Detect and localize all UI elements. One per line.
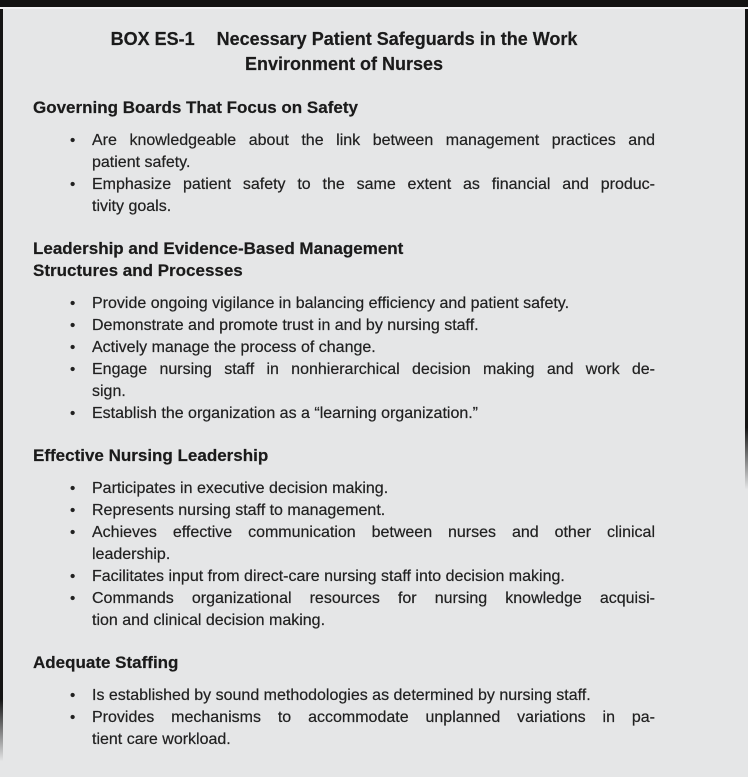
bullet-line: tion and clinical decision making. xyxy=(92,612,326,629)
bullet-list xyxy=(33,478,655,632)
bullet-marker-icon: • xyxy=(70,132,76,149)
bullet-line: Is established by sound methodologies as determined by nursing staff. xyxy=(92,687,591,704)
bullet-text xyxy=(92,130,655,174)
bullet-item xyxy=(33,707,655,751)
bullet-text xyxy=(92,337,655,359)
box-title xyxy=(33,27,655,77)
bullet-text xyxy=(92,566,655,588)
bullet-item xyxy=(33,174,655,218)
bullet-line: Provides mechanisms to accommodate unplanned variations in pa- xyxy=(92,709,655,726)
bullet-text xyxy=(92,500,655,522)
bullet-text xyxy=(92,588,655,632)
section-heading xyxy=(33,652,655,674)
bullet-text xyxy=(92,707,655,751)
section-heading-line: Structures and Processes xyxy=(33,261,243,280)
bullet-item xyxy=(33,685,655,707)
bullet-marker-icon: • xyxy=(70,568,76,585)
bullet-line: Engage nursing staff in nonhierarchical decision making and work de- xyxy=(92,361,655,378)
bullet-text xyxy=(92,359,655,403)
bullet-text xyxy=(92,403,655,425)
bullet-text xyxy=(92,174,655,218)
box-title-line2: Environment of Nurses xyxy=(244,54,444,74)
section-governing-boards xyxy=(33,97,655,218)
bullet-line: tient care workload. xyxy=(92,731,231,748)
section-heading-line: Adequate Staffing xyxy=(33,653,179,672)
bullet-line: Are knowledgeable about the link between management practices and xyxy=(92,132,655,149)
section-adequate-staffing xyxy=(33,652,655,751)
bullet-line: leadership. xyxy=(92,546,171,563)
bullet-marker-icon: • xyxy=(70,317,76,334)
bullet-line: Actively manage the process of change. xyxy=(92,339,376,356)
bullet-item xyxy=(33,130,655,174)
bullet-item xyxy=(33,315,655,337)
bullet-line: Facilitates input from direct-care nursing staff into decision making. xyxy=(92,568,565,585)
bullet-text xyxy=(92,522,655,566)
bullet-item xyxy=(33,478,655,500)
scan-left-edge xyxy=(0,0,3,777)
section-leadership-management xyxy=(33,238,655,425)
bullet-item xyxy=(33,337,655,359)
bullet-list xyxy=(33,685,655,751)
bullet-text xyxy=(92,478,655,500)
section-heading-line: Governing Boards That Focus on Safety xyxy=(33,98,358,117)
bullet-item xyxy=(33,359,655,403)
bullet-marker-icon: • xyxy=(70,709,76,726)
section-heading-line: Effective Nursing Leadership xyxy=(33,446,269,465)
bullet-line: Establish the organization as a “learning organization.” xyxy=(92,405,479,422)
section-heading xyxy=(33,97,655,119)
bullet-line: Provide ongoing vigilance in balancing efficiency and patient safety. xyxy=(92,295,570,312)
bullet-marker-icon: • xyxy=(70,480,76,497)
box-title-line1 xyxy=(33,27,655,52)
bullet-line: Commands organizational resources for nursing knowledge acquisi- xyxy=(92,590,655,607)
bullet-marker-icon: • xyxy=(70,502,76,519)
box-label: BOX ES-1 xyxy=(110,29,195,49)
section-nursing-leadership xyxy=(33,445,655,632)
bullet-line: patient safety. xyxy=(92,154,191,171)
bullet-marker-icon: • xyxy=(70,361,76,378)
bullet-item xyxy=(33,403,655,425)
bullet-text xyxy=(92,315,655,337)
bullet-line: Represents nursing staff to management. xyxy=(92,502,386,519)
bullet-marker-icon: • xyxy=(70,590,76,607)
bullet-list xyxy=(33,130,655,218)
bullet-marker-icon: • xyxy=(70,524,76,541)
bullet-marker-icon: • xyxy=(70,339,76,356)
section-heading xyxy=(33,445,655,467)
bullet-line: sign. xyxy=(92,383,126,400)
bullet-text xyxy=(92,293,655,315)
bullet-item xyxy=(33,522,655,566)
bullet-item xyxy=(33,500,655,522)
bullet-text xyxy=(92,685,655,707)
section-heading-line: Leadership and Evidence-Based Management xyxy=(33,239,404,258)
bullet-line: Achieves effective communication between nurses and other clinical xyxy=(92,524,655,541)
bullet-item xyxy=(33,566,655,588)
bullet-line: Emphasize patient safety to the same extent as financial and produc- xyxy=(92,176,655,193)
bullet-line: Participates in executive decision making. xyxy=(92,480,389,497)
bullet-list xyxy=(33,293,655,425)
bullet-line: Demonstrate and promote trust in and by nursing staff. xyxy=(92,317,479,334)
bullet-marker-icon: • xyxy=(70,405,76,422)
bullet-marker-icon: • xyxy=(70,687,76,704)
section-heading xyxy=(33,238,655,282)
bullet-marker-icon: • xyxy=(70,295,76,312)
bullet-item xyxy=(33,293,655,315)
bullet-item xyxy=(33,588,655,632)
bullet-marker-icon: • xyxy=(70,176,76,193)
scan-top-edge xyxy=(0,0,748,9)
box-title-text: Necessary Patient Safeguards in the Work xyxy=(216,29,578,49)
bullet-line: tivity goals. xyxy=(92,198,172,215)
